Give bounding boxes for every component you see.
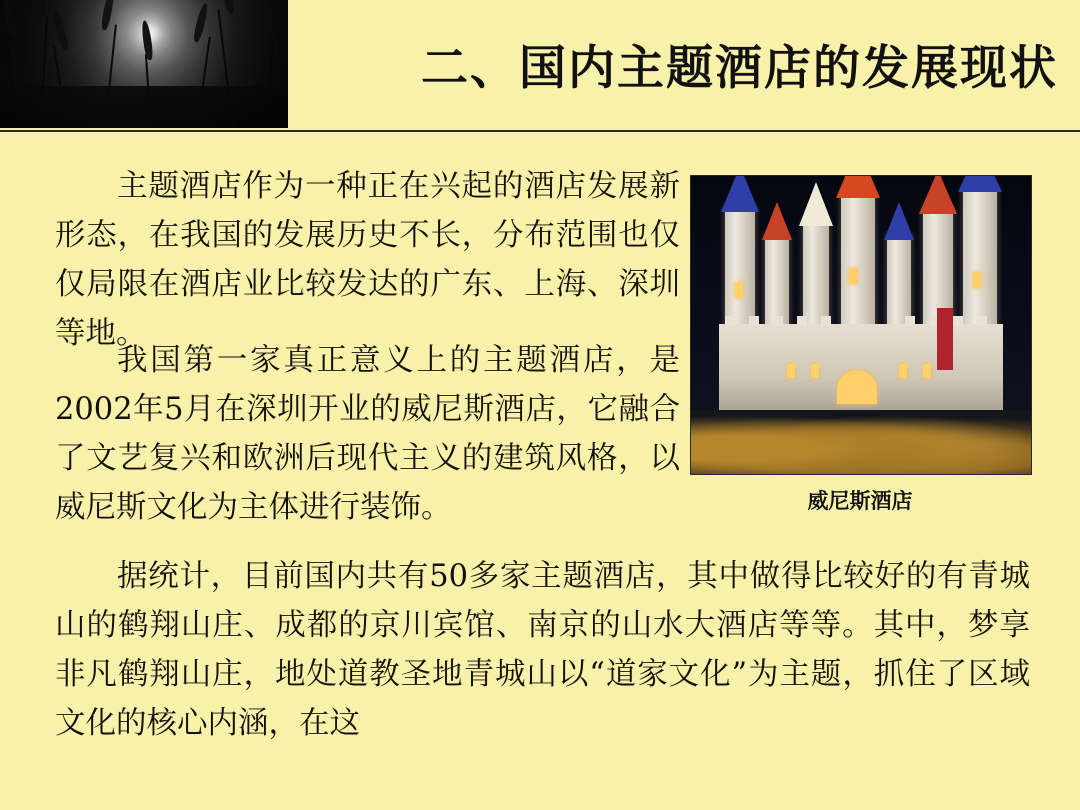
- tower-roof-red: [836, 175, 880, 198]
- body-paragraph-3: 据统计，目前国内共有50多家主题酒店，其中做得比较好的有青城山的鹤翔山庄、成都的京川宾馆、南京的山水大酒店等等。其中，梦享非凡鹤翔山庄，地处道教圣地青城山以“道家文化”为主题，抓住了区域文化的核心内涵，在这: [55, 559, 1030, 741]
- castle-window: [899, 364, 907, 378]
- tower-roof-blue: [884, 202, 914, 240]
- castle-window: [811, 364, 819, 378]
- slide-title: 二、国内主题酒店的发展现状: [421, 40, 1058, 96]
- slide-header: [0, 0, 1080, 131]
- wall-crenellation: [821, 316, 831, 326]
- castle-window: [735, 282, 743, 298]
- wall-crenellation: [725, 316, 735, 326]
- slide-body: [0, 140, 1080, 810]
- castle-window: [787, 364, 795, 378]
- castle-window: [923, 364, 931, 378]
- venice-themed-hotel-castle-night-photo: [690, 175, 1032, 475]
- castle-entrance-light: [837, 370, 877, 404]
- tower-roof-blue: [958, 175, 1002, 192]
- wall-crenellation: [749, 316, 759, 326]
- wall-crenellation: [773, 316, 783, 326]
- tower-roof-white: [799, 182, 833, 226]
- foreground-trees: [691, 410, 1031, 474]
- wall-crenellation: [977, 316, 987, 326]
- header-divider: [0, 130, 1080, 132]
- wall-crenellation: [905, 316, 915, 326]
- wheat-silhouette-sunset-photo: [0, 0, 288, 128]
- castle-window: [973, 272, 981, 288]
- tower-roof-red: [762, 202, 792, 240]
- body-paragraph-2: 我国第一家真正意义上的主题酒店，是2002年5月在深圳开业的威尼斯酒店，它融合了文艺复兴和欧洲后现代主义的建筑风格，以威尼斯文化为主体进行装饰。: [55, 343, 680, 525]
- wall-crenellation: [797, 316, 807, 326]
- wall-crenellation: [953, 316, 963, 326]
- castle-banner: [937, 308, 953, 370]
- figure: [690, 175, 1030, 515]
- tower-roof-red: [919, 175, 957, 214]
- slide-title-container: [288, 0, 1080, 128]
- photo-vignette: [0, 0, 288, 128]
- body-paragraph-1: 主题酒店作为一种正在兴起的酒店发展新形态，在我国的发展历史不长，分布范围也仅仅局限在酒店业比较发达的广东、上海、深圳等地。: [55, 169, 680, 351]
- castle-window: [849, 268, 857, 284]
- figure-caption: 威尼斯酒店: [807, 488, 913, 513]
- tower-roof-blue: [721, 175, 759, 212]
